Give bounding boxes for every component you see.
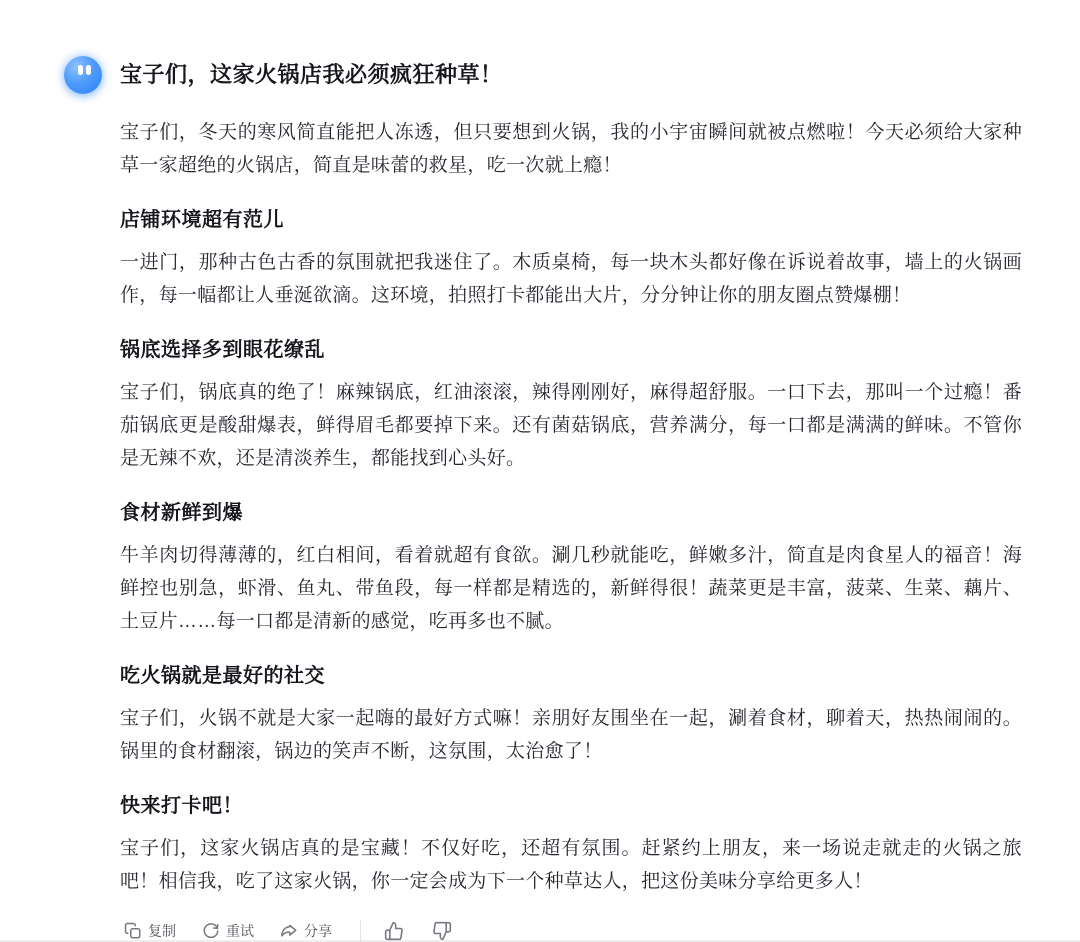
message-toolbar — [120, 918, 1022, 942]
section-paragraph: 一进门，那种古色古香的氛围就把我迷住了。木质桌椅，每一块木头都好像在诉说着故事，墙上的火锅画作，每一幅都让人垂涎欲滴。这环境，拍照打卡都能出大片，分分钟让你的朋友圈点赞爆棚！ — [120, 252, 1022, 306]
like-button[interactable] — [381, 919, 407, 942]
share-button[interactable] — [276, 919, 336, 942]
thumbs-up-icon — [384, 921, 404, 941]
message-section — [120, 206, 1022, 312]
thumbs-down-icon — [432, 921, 452, 941]
message-title: 宝子们，这家火锅店我必须疯狂种草！ — [120, 62, 503, 87]
section-heading: 快来打卡吧！ — [120, 795, 243, 817]
avatar-eye-right — [86, 65, 91, 75]
dislike-button[interactable] — [429, 919, 455, 942]
section-heading: 食材新鲜到爆 — [120, 502, 243, 524]
section-paragraph: 牛羊肉切得薄薄的，红白相间，看着就超有食欲。涮几秒就能吃，鲜嫩多汁，简直是肉食星人的福音！海鲜控也别急，虾滑、鱼丸、带鱼段，每一样都是精选的，新鲜得很！蔬菜更是丰富，菠菜、生菜、藕片、土豆片……每一口都是清新的感觉，吃再多也不腻。 — [120, 545, 1022, 632]
copy-icon — [124, 922, 142, 940]
share-button-label: 分享 — [304, 923, 332, 939]
copy-button-label: 复制 — [148, 923, 176, 939]
section-paragraph: 宝子们，锅底真的绝了！麻辣锅底，红油滚滚，辣得刚刚好，麻得超舒服。一口下去，那叫一个过瘾！番茄锅底更是酸甜爆表，鲜得眉毛都要掉下来。还有菌菇锅底，营养满分，每一口都是满满的鲜味。不管你是无辣不欢，还是清淡养生，都能找到心头好。 — [120, 382, 1022, 469]
section-heading: 吃火锅就是最好的社交 — [120, 665, 325, 687]
share-icon — [280, 922, 298, 940]
section-paragraph: 宝子们，这家火锅店真的是宝藏！不仅好吃，还超有氛围。赶紧约上朋友，来一场说走就走的火锅之旅吧！相信我，吃了这家火锅，你一定会成为下一个种草达人，把这份美味分享给更多人！ — [120, 838, 1022, 892]
copy-button[interactable] — [120, 919, 180, 942]
avatar-eye-left — [78, 65, 83, 75]
message-section — [120, 499, 1022, 638]
retry-button[interactable] — [198, 919, 258, 942]
avatar-column — [64, 56, 102, 94]
message-content — [120, 56, 1022, 942]
retry-icon — [202, 922, 220, 940]
assistant-avatar-icon — [64, 56, 102, 94]
message-intro-paragraph: 宝子们，冬天的寒风简直能把人冻透，但只要想到火锅，我的小宇宙瞬间就被点燃啦！今天必须给大家种草一家超绝的火锅店，简直是味蕾的救星，吃一次就上瘾！ — [120, 122, 1022, 176]
section-heading: 店铺环境超有范儿 — [120, 209, 284, 231]
section-heading: 锅底选择多到眼花缭乱 — [120, 339, 325, 361]
message-section — [120, 336, 1022, 475]
toolbar-divider — [360, 920, 361, 942]
message-section — [120, 792, 1022, 898]
section-paragraph: 宝子们，火锅不就是大家一起嗨的最好方式嘛！亲朋好友围坐在一起，涮着食材，聊着天，热热闹闹的。锅里的食材翻滚，锅边的笑声不断，这氛围，太治愈了！ — [120, 708, 1022, 762]
message-section — [120, 662, 1022, 768]
retry-button-label: 重试 — [226, 923, 254, 939]
